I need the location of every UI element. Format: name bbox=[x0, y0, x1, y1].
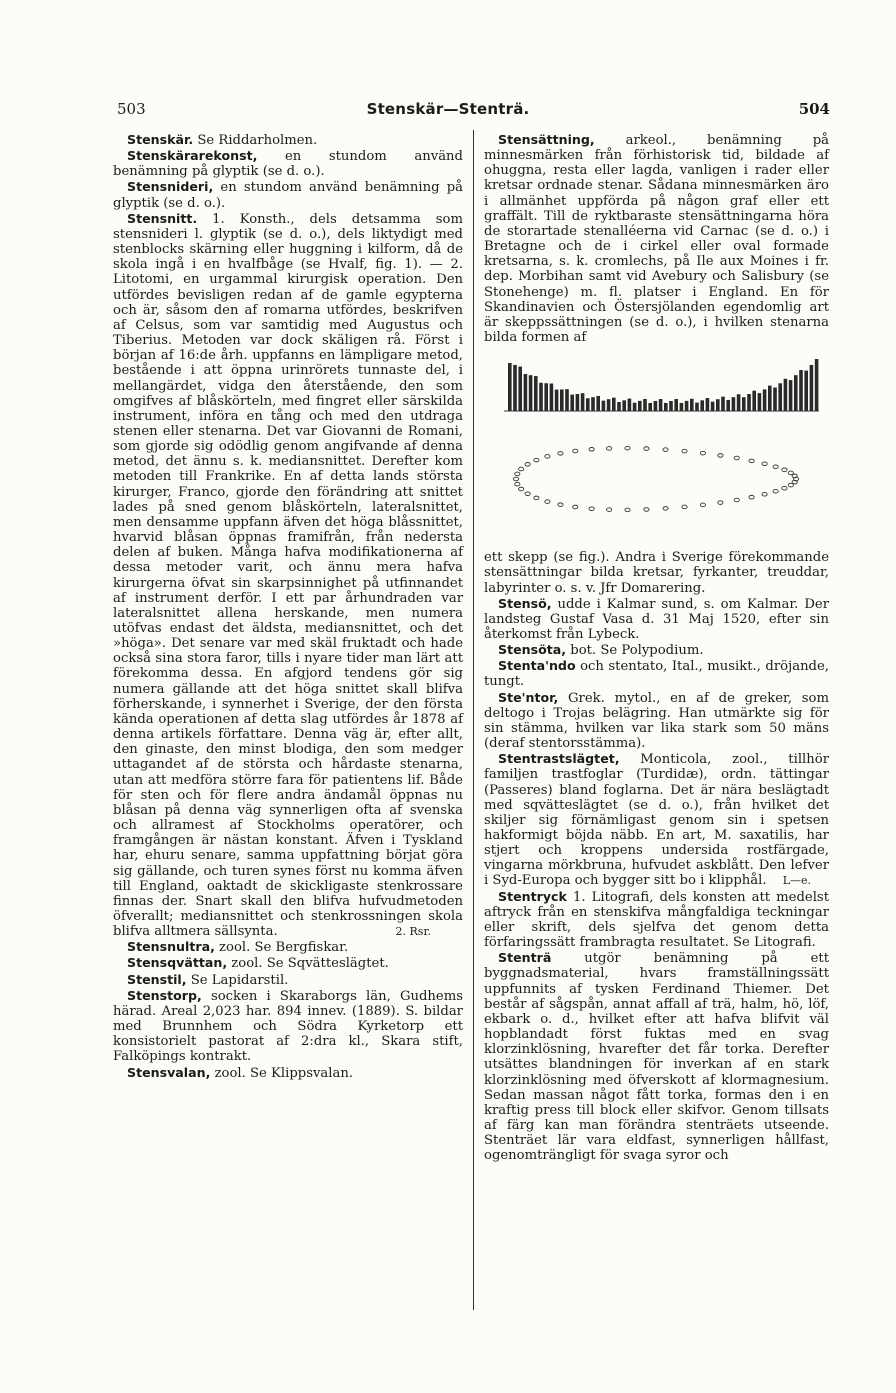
page-number-left: 503 bbox=[117, 100, 146, 118]
plan-stone bbox=[782, 487, 787, 491]
headword: Stensöta, bbox=[498, 642, 567, 658]
plan-stone bbox=[525, 463, 530, 467]
plan-stone bbox=[762, 462, 767, 466]
standing-stone bbox=[737, 394, 741, 411]
standing-stone bbox=[513, 365, 517, 411]
standing-stone bbox=[669, 401, 673, 411]
plan-stone bbox=[700, 503, 705, 507]
standing-stone bbox=[586, 398, 590, 411]
standing-stone bbox=[508, 363, 512, 411]
standing-stone bbox=[726, 400, 730, 411]
headword: Stenträ bbox=[498, 950, 552, 966]
entry bbox=[484, 642, 829, 658]
plan-stone bbox=[773, 465, 778, 469]
standing-stone bbox=[778, 383, 782, 411]
standing-stone bbox=[758, 393, 762, 411]
headword: Stentryck bbox=[498, 888, 567, 904]
headword: Stentrastslägtet, bbox=[498, 751, 620, 767]
standing-stone bbox=[732, 397, 736, 411]
plan-stone bbox=[782, 468, 787, 472]
entry bbox=[113, 972, 463, 988]
standing-stone bbox=[799, 370, 803, 411]
entry bbox=[113, 148, 463, 179]
standing-stone bbox=[773, 388, 777, 411]
entry bbox=[113, 955, 463, 971]
plan-stone bbox=[525, 492, 530, 496]
standing-stone bbox=[690, 399, 694, 411]
plan-stone bbox=[607, 508, 612, 512]
left-column bbox=[113, 132, 463, 1081]
standing-stone bbox=[565, 389, 569, 411]
plan-stone bbox=[625, 447, 630, 451]
standing-stone bbox=[804, 371, 808, 411]
standing-stones-perspective bbox=[508, 359, 818, 411]
headword: Stensnultra, bbox=[127, 939, 215, 955]
headword: Stensnideri, bbox=[127, 179, 214, 195]
entry bbox=[484, 132, 829, 345]
entry bbox=[484, 751, 829, 888]
standing-stone bbox=[742, 397, 746, 411]
plan-stone bbox=[734, 456, 739, 460]
standing-stone bbox=[815, 359, 819, 411]
plan-stone bbox=[762, 493, 767, 497]
entry-text: bot. Se Polypodium. bbox=[566, 643, 704, 659]
standing-stone bbox=[591, 397, 595, 411]
entry-text: utgör benämning på ett byggnadsmaterial, hvars framställningssätt uppfunnits af tysken Ferdinand Thiemer. Det består af sågspån, annat affall af trä, halm, hö, löf, ekbark o. d., hvilket efter att hafva blifvit väl hopblandadt först fuktas med en svag klorzinklösning, hvarefter det får torka. Derefter utsättes blandningen för inverkan af en stark klorzinklösning med öfverskott af klormagnesium. Sedan massan något fått torka, formas den i en kraftig press till block eller skifvor. Genom tillsats af färg kan man förändra stenträets utseende. Stenträet lär vara eldfast, synnerligen hållfast, ogenomträngligt för svaga syror och bbox=[484, 951, 829, 1164]
standing-stone bbox=[706, 398, 710, 411]
entry-text: och stentato, Ital., musikt., dröjande, tungt. bbox=[484, 659, 829, 690]
standing-stone bbox=[518, 367, 522, 411]
standing-stone bbox=[555, 390, 559, 411]
standing-stone bbox=[550, 384, 554, 411]
entry bbox=[113, 1065, 463, 1081]
standing-stone bbox=[789, 380, 793, 411]
standing-stone bbox=[628, 399, 632, 411]
ship-setting-illustration bbox=[484, 349, 829, 539]
standing-stone bbox=[794, 375, 798, 411]
standing-stone bbox=[784, 379, 788, 411]
entry-text: Se Riddarholmen. bbox=[193, 133, 318, 148]
page-number-right: 504 bbox=[798, 100, 830, 118]
standing-stone bbox=[763, 390, 767, 412]
standing-stone bbox=[607, 399, 611, 411]
headword: Stenta'ndo bbox=[498, 658, 576, 674]
plan-stone bbox=[589, 448, 594, 452]
headword: Stenstil, bbox=[127, 971, 187, 987]
plan-stone bbox=[718, 454, 723, 458]
entry-text: Grek. mytol., en af de greker, som deltogo i Trojas belägring. Han utmärkte sig för sin stämma, hvilken var lika stark som 50 mäns (deraf stentorsstämma). bbox=[484, 690, 829, 752]
plan-stone bbox=[625, 508, 630, 512]
standing-stone bbox=[539, 383, 543, 411]
entry-text: zool. Se Sqvätteslägtet. bbox=[227, 956, 389, 972]
entry bbox=[113, 988, 463, 1065]
plan-stone bbox=[644, 508, 649, 512]
headword: Stenstorp, bbox=[127, 987, 202, 1003]
plan-stone bbox=[749, 496, 754, 500]
headword: Stenskär. bbox=[127, 132, 194, 147]
plan-stone bbox=[534, 496, 539, 500]
standing-stone bbox=[648, 403, 652, 411]
entry bbox=[113, 211, 463, 940]
standing-stone bbox=[747, 394, 751, 411]
standing-stone bbox=[633, 403, 637, 411]
plan-stone bbox=[573, 505, 578, 509]
standing-stone bbox=[685, 401, 689, 411]
entry bbox=[484, 596, 829, 642]
headword: Stenskärarekonst, bbox=[127, 148, 258, 164]
column-divider bbox=[473, 130, 474, 1310]
headword: Stensättning, bbox=[498, 132, 595, 147]
entry bbox=[484, 549, 829, 595]
ship-setting-figure bbox=[484, 349, 829, 539]
plan-stone bbox=[589, 507, 594, 511]
standing-stone bbox=[612, 398, 616, 411]
entry-text: arkeol., benämning på minnesmärken från förhistorisk tid, bildade af ohuggna, resta eller lagda, vanligen i rader eller kretsar ordnade stenar. Sådana minnesmärken äro i allmänhet uppförda på någon graf eller ett graffält. Till de ryktbaraste stensättningarna höra de storartade stenalléerna vid Carnac (se d. o.) i Bretagne och de i cirkel eller oval formade kretsarna, s. k. cromlechs, på Ile aux Moines i fr. dep. Morbihan samt vid Avebury och Salisbury (se Stonehenge) m. fl. platser i England. En för Skandinavien och Östersjölanden egendomlig art är skeppssättningen (se d. o.), i hvilken stenarna bilda formen af bbox=[484, 133, 829, 346]
standing-stone bbox=[570, 395, 574, 411]
entry-text: en stundom använd benämning på glyptik (se d. o.). bbox=[113, 180, 463, 211]
entry bbox=[113, 939, 463, 955]
standing-stone bbox=[659, 399, 663, 411]
author-signature: 2. Rsr. bbox=[395, 925, 431, 939]
plan-stone bbox=[663, 507, 668, 511]
plan-stone bbox=[644, 447, 649, 451]
standing-stone bbox=[664, 403, 668, 411]
page-header bbox=[0, 100, 896, 124]
standing-stone bbox=[700, 401, 704, 412]
standing-stone bbox=[716, 399, 720, 411]
entry-text: socken i Skaraborgs län, Gudhems härad. Areal 2,023 har. 894 innev. (1889). S. bildar med Brunnhem och Södra Kyrketorp ett konsistorielt pastorat af 2:dra kl., Skara stift, Falköpings kontrakt. bbox=[113, 988, 463, 1065]
entry-text: Monticola, zool., tillhör familjen trastfoglar (Turdidæ), ordn. tättingar (Passeres) bland foglarna. Det är nära beslägtadt med sqvätteslägtet (se d. o.), från hvilket det skiljer sig förnämligast genom sin i spetsen hakformigt böjda näbb. En art, M. saxatilis, har stjert och kroppens undersida rostfärgade, vingarna mörkbruna, hufvudet askblått. Den lefver i Syd-Europa och bygger sitt bo i klipphål. bbox=[484, 752, 829, 889]
headword: Stensö, bbox=[498, 595, 552, 611]
plan-stone bbox=[718, 501, 723, 505]
plan-stone bbox=[558, 452, 563, 456]
plan-stone bbox=[515, 472, 520, 476]
plan-stone bbox=[515, 482, 520, 486]
plan-stone bbox=[663, 448, 668, 452]
standing-stone bbox=[622, 401, 626, 412]
plan-stone bbox=[573, 449, 578, 453]
entry-text: Se Lapidarstil. bbox=[186, 972, 289, 988]
running-title: Stenskär—Stenträ. bbox=[366, 100, 530, 118]
entry bbox=[113, 179, 463, 210]
standing-stone bbox=[638, 401, 642, 411]
plan-stone bbox=[682, 505, 687, 509]
standing-stone bbox=[680, 403, 684, 411]
plan-stone bbox=[682, 450, 687, 454]
standing-stone bbox=[695, 403, 699, 411]
plan-stone bbox=[700, 451, 705, 455]
entry-text: ett skepp (se fig.). Andra i Sverige förekommande stensättningar bilda kretsar, fyrkanter, treuddar, labyrinter o. s. v. Jfr Domarering. bbox=[484, 550, 829, 596]
standing-stone bbox=[711, 402, 715, 411]
standing-stone bbox=[581, 393, 585, 411]
plan-stone bbox=[519, 487, 524, 491]
standing-stone bbox=[524, 374, 528, 411]
headword: Stensvalan, bbox=[127, 1064, 211, 1080]
stone-ring-plan bbox=[513, 447, 798, 512]
plan-stone bbox=[558, 503, 563, 507]
entry bbox=[484, 690, 829, 752]
entry bbox=[113, 132, 463, 148]
entry bbox=[484, 889, 829, 951]
plan-stone bbox=[788, 484, 793, 488]
plan-stone bbox=[749, 459, 754, 463]
entry-text: udde i Kalmar sund, s. om Kalmar. Der landsteg Gustaf Vasa d. 31 Maj 1520, efter sin återkomst från Lybeck. bbox=[484, 596, 829, 642]
standing-stone bbox=[596, 396, 600, 411]
standing-stone bbox=[721, 397, 725, 411]
entry-text: zool. Se Bergfiskar. bbox=[214, 940, 349, 956]
standing-stone bbox=[602, 401, 606, 411]
standing-stone bbox=[617, 402, 621, 411]
standing-stone bbox=[534, 376, 538, 411]
standing-stone bbox=[544, 383, 548, 411]
plan-stone bbox=[519, 467, 524, 471]
headword: Ste'ntor, bbox=[498, 689, 559, 705]
standing-stone bbox=[674, 399, 678, 411]
headword: Stensnitt. bbox=[127, 210, 198, 226]
standing-stone bbox=[810, 365, 814, 411]
standing-stone bbox=[643, 399, 647, 411]
standing-stone bbox=[768, 386, 772, 411]
plan-stone bbox=[534, 458, 539, 462]
standing-stone bbox=[529, 375, 533, 411]
entry-text: zool. Se Klippsvalan. bbox=[210, 1065, 354, 1081]
entry bbox=[484, 658, 829, 689]
plan-stone bbox=[734, 498, 739, 502]
entry-text: en stundom använd benämning på glyptik (se d. o.). bbox=[113, 149, 463, 180]
plan-stone bbox=[545, 500, 550, 504]
plan-stone bbox=[607, 447, 612, 451]
author-signature: L—e. bbox=[782, 874, 811, 888]
standing-stone bbox=[576, 394, 580, 411]
entry-text: 1. Konsth., dels detsamma som stensnideri l. glyptik (se d. o.), dels liktydigt med stenblocks skärning eller huggning i kilform, då de skola ingå i en hvalfbåge (se Hvalf, fig. 1). — 2. Litotomi, en urgammal kirurgisk operation. Den utfördes bevisligen redan af de gamle egypterna och är, såsom den af romarna utfördes, beskrifven af Celsus, som var samtidig med Augustus och Tiberius. Metoden var dock skäligen rå. Först i början af 16:de årh. uppfanns en lämpligare metod, bestående i att öppna urinrörets tunnaste del, i mellangärdet, vidga den återstående, den som omgifves af blåskörteln, med fingret eller särskilda instrument, införa en tång och med den utdraga stenen eller stenarna. Det var Giovanni de Romani, som gjorde sig odödlig genom angifvande af denna metod, det ännu s. k. mediansnittet. Derefter kom metoden till Frankrike. En af detta lands största kirurger, Franco, gjorde den förändring att snittet lades på sned genom blåskörteln, lateralsnittet, men densamme uppfann äfven det höga blåssnittet, hvarvid blåsan öppnas framifrån, från nedersta delen af buken. Många hafva modifikationerna af dessa metoder varit, och ännu mera hafva kirurgerna öfvat sin skarpsinnighet på utfinnandet af instrument derför. I ett par århundraden var lateralsnittet allena herskande, men numera utöfvas endast det äldsta, mediansnittet, och det »höga». Det senare var med skäl fruktadt och hade också sina stora faror, tills i nyare tider man lärt att förekomma dessa. En afgjord tendens gör sig numera gällande att det höga snittet skall blifva förherskande, i synnerhet i Sverige, der den första kända operationen af detta slag utfördes år 1878 af denna artikels författare. Denna väg är, efter allt, den ginaste, den minst blodiga, den som medger uttagandet af de största och hårdaste stenarna, utan att medföra större fara för patientens lif. Både för sten och för flere andra ändamål öppnas nu blåsan på denna väg synnerligen ofta af svenska och allramest af Stockholms operatörer, och framgången är nästan konstant. Äfven i Tyskland har, ehuru senare, samma uppfattning börjat göra sig gällande, och turen synes först nu komma äfven till England, oaktadt de skickligaste stenkrossare finnas der. Snart skall den blifva hufvudmetoden öfverallt; mediansnittet och stenkrossningen skola blifva alltmera sällsynta. bbox=[113, 211, 463, 940]
standing-stone bbox=[752, 391, 756, 411]
standing-stone bbox=[654, 401, 658, 411]
headword: Stensqvättan, bbox=[127, 955, 228, 971]
standing-stone bbox=[560, 390, 564, 412]
entry-text: 1. Litografi, dels konsten att medelst aftryck från en stenskifva mångfaldiga teckningar eller skrift, dels sjelfva det genom detta förfaringssätt frambragta resultatet. Se Litografi. bbox=[484, 889, 829, 951]
plan-stone bbox=[513, 477, 518, 481]
entry bbox=[484, 950, 829, 1163]
right-column bbox=[484, 132, 829, 1163]
plan-stone bbox=[773, 490, 778, 494]
plan-stone bbox=[545, 455, 550, 459]
